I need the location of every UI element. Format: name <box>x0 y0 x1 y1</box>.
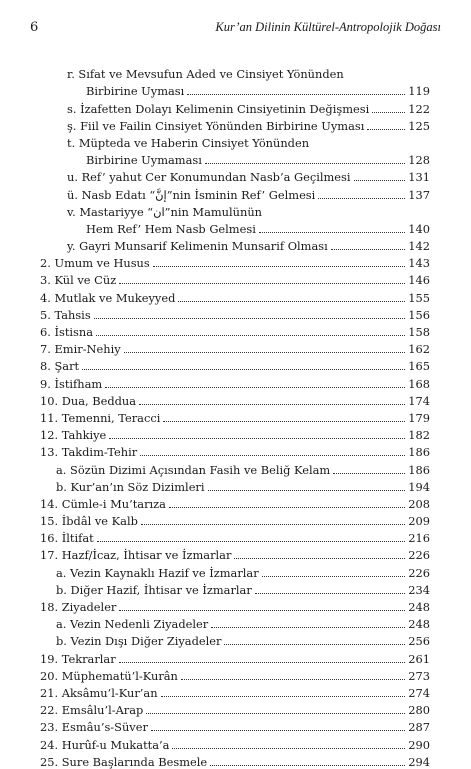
toc-page-number: 122 <box>408 101 430 116</box>
toc-entry-title: t. Müpteda ve Haberin Cinsiyet Yönünden <box>67 135 310 150</box>
toc-entry[interactable] <box>40 356 430 373</box>
toc-page-number: 256 <box>408 634 430 649</box>
toc-entry-title: s. İzafetten Dolayı Kelimenin Cinsiyetinin Değişmesi <box>67 101 370 116</box>
toc-entry-title: Hem Ref’ Hem Nasb Gelmesi <box>86 221 256 236</box>
toc-page-number: 274 <box>408 685 430 700</box>
toc-page-number: 186 <box>408 445 430 460</box>
toc-page-number: 208 <box>408 496 430 511</box>
toc-leader-dots <box>119 610 405 611</box>
toc-leader-dots <box>224 644 405 645</box>
toc-entry[interactable] <box>40 683 430 700</box>
toc-entry[interactable] <box>40 373 430 390</box>
toc-page-number: 226 <box>408 548 430 563</box>
toc-entry-title: 10. Dua, Beddua <box>40 393 137 408</box>
toc-entry-title: Birbirine Uyması <box>86 84 185 99</box>
toc-leader-dots <box>211 627 405 628</box>
toc-entry-title: 5. Tahsis <box>40 307 91 322</box>
toc-page-number: 186 <box>408 462 430 477</box>
toc-entry[interactable] <box>40 459 430 476</box>
table-of-contents <box>40 64 430 769</box>
toc-entry-title: 3. Kül ve Cüz <box>40 273 117 288</box>
toc-page-number: 248 <box>408 600 430 614</box>
toc-entry[interactable] <box>40 631 430 648</box>
toc-leader-dots <box>97 541 406 542</box>
toc-page-number: 261 <box>408 651 430 666</box>
toc-leader-dots <box>119 283 405 284</box>
toc-entry[interactable] <box>40 305 430 322</box>
toc-entry[interactable] <box>40 150 430 167</box>
toc-leader-dots <box>255 593 405 594</box>
toc-leader-dots <box>187 94 405 95</box>
toc-page-number: 125 <box>408 118 430 133</box>
toc-leader-dots <box>96 335 405 336</box>
toc-entry[interactable] <box>40 666 430 683</box>
toc-entry[interactable] <box>40 700 430 717</box>
toc-entry-title: r. Sıfat ve Mevsufun Aded ve Cinsiyet Yönünden <box>67 67 344 82</box>
running-title: Kur’an Dilinin Kültürel-Antropolojik Doğası <box>215 20 441 34</box>
toc-entry[interactable] <box>40 442 430 459</box>
toc-page-number: 294 <box>408 754 430 769</box>
toc-leader-dots <box>259 232 405 233</box>
toc-page-number: 158 <box>408 325 430 339</box>
toc-entry-title: 2. Umum ve Husus <box>40 256 150 271</box>
toc-entry[interactable] <box>40 236 430 253</box>
toc-entry[interactable] <box>40 752 430 769</box>
toc-leader-dots <box>318 198 405 199</box>
toc-leader-dots <box>331 249 405 250</box>
toc-entry[interactable] <box>40 184 430 201</box>
toc-entry-title: 23. Esmâu’s-Süver <box>40 720 148 735</box>
toc-entry[interactable] <box>40 477 430 494</box>
toc-leader-dots <box>262 576 406 577</box>
toc-page-number: 146 <box>408 273 430 288</box>
toc-entry-title: 21. Aksâmu’l-Kur’an <box>40 685 158 700</box>
toc-entry-title: 6. İstisna <box>40 325 94 339</box>
toc-page-number: 182 <box>408 428 430 443</box>
toc-entry[interactable] <box>40 116 430 133</box>
toc-entry-title: 12. Tahkiye <box>40 428 107 443</box>
toc-entry[interactable] <box>40 253 430 270</box>
toc-entry[interactable] <box>40 408 430 425</box>
toc-page-number: 119 <box>408 84 430 99</box>
toc-entry[interactable] <box>40 562 430 579</box>
toc-leader-dots <box>146 713 405 714</box>
page-number: 6 <box>30 20 39 35</box>
toc-leader-dots <box>333 473 405 474</box>
toc-entry-title: a. Vezin Nedenli Ziyadeler <box>56 617 209 632</box>
toc-entry[interactable] <box>40 425 430 442</box>
toc-entry[interactable] <box>40 494 430 511</box>
toc-entry-title: b. Vezin Dışı Diğer Ziyadeler <box>56 634 222 649</box>
toc-page-number: 248 <box>408 617 430 632</box>
toc-entry[interactable] <box>40 545 430 562</box>
toc-page-number: 168 <box>408 376 430 391</box>
toc-page-number: 143 <box>408 256 430 271</box>
toc-page-number: 234 <box>408 582 430 597</box>
toc-entry[interactable] <box>40 81 430 98</box>
toc-page-number: 287 <box>408 720 430 735</box>
toc-page-number: 162 <box>408 342 430 357</box>
toc-entry-title: b. Diğer Hazif, İhtisar ve İzmarlar <box>56 582 252 597</box>
toc-page-number: 194 <box>408 479 430 494</box>
toc-page-number: 290 <box>408 737 430 752</box>
toc-entry-title: Birbirine Uymaması <box>86 153 202 168</box>
toc-entry-title: 22. Emsâlu’l-Arap <box>40 703 144 718</box>
toc-page-number: 209 <box>408 514 430 529</box>
toc-page-number: 179 <box>408 410 430 425</box>
toc-page-number: 226 <box>408 565 430 580</box>
toc-entry[interactable] <box>40 597 430 614</box>
toc-leader-dots <box>178 301 405 302</box>
toc-leader-dots <box>124 352 406 353</box>
toc-page-number: 174 <box>408 393 430 408</box>
toc-page-number: 273 <box>408 668 430 683</box>
toc-entry-title: 4. Mutlak ve Mukeyyed <box>40 290 176 305</box>
toc-leader-dots <box>153 266 406 267</box>
toc-entry-title: 25. Sure Başlarında Besmele <box>40 754 208 769</box>
toc-entry-title: a. Sözün Dizimi Açısından Fasih ve Beliğ Kelam <box>56 462 331 477</box>
toc-entry-title: 24. Hurûf-u Mukatta’a <box>40 737 170 752</box>
toc-entry-title: 15. İbdâl ve Kalb <box>40 514 138 529</box>
toc-page-number: 128 <box>408 153 430 168</box>
toc-entry[interactable] <box>40 167 430 184</box>
toc-entry-title: 17. Hazf/İcaz, İhtisar ve İzmarlar <box>40 548 232 563</box>
toc-entry[interactable] <box>40 98 430 115</box>
toc-entry[interactable] <box>40 219 430 236</box>
toc-entry-title: ş. Fiil ve Failin Cinsiyet Yönünden Birbirine Uyması <box>67 118 365 133</box>
toc-entry[interactable] <box>40 133 430 150</box>
toc-leader-dots <box>119 662 406 663</box>
toc-entry-title: 18. Ziyadeler <box>40 600 117 614</box>
toc-entry[interactable] <box>40 580 430 597</box>
toc-entry[interactable] <box>40 64 430 81</box>
toc-entry-title: y. Gayri Munsarif Kelimenin Munsarif Olması <box>67 239 328 254</box>
toc-entry[interactable] <box>40 202 430 219</box>
toc-page-number: 156 <box>408 307 430 322</box>
toc-leader-dots <box>354 180 406 181</box>
toc-leader-dots <box>140 455 405 456</box>
toc-leader-dots <box>151 730 405 731</box>
toc-entry[interactable] <box>40 734 430 751</box>
toc-page-number: 140 <box>408 221 430 236</box>
page-header <box>30 20 441 38</box>
toc-entry[interactable] <box>40 528 430 545</box>
toc-entry[interactable] <box>40 339 430 356</box>
toc-leader-dots <box>141 524 405 525</box>
toc-entry-title: 16. İltifat <box>40 531 94 546</box>
toc-page-number: 131 <box>408 170 430 185</box>
toc-leader-dots <box>105 387 405 388</box>
toc-entry-title: 11. Temenni, Teracci <box>40 410 161 425</box>
toc-leader-dots <box>109 438 405 439</box>
toc-leader-dots <box>172 748 405 749</box>
toc-entry[interactable] <box>40 391 430 408</box>
toc-page-number: 165 <box>408 359 430 374</box>
toc-entry-title: 8. Şart <box>40 359 80 374</box>
toc-leader-dots <box>210 765 405 766</box>
toc-entry[interactable] <box>40 322 430 339</box>
toc-leader-dots <box>163 421 405 422</box>
toc-entry[interactable] <box>40 648 430 665</box>
toc-entry-title: ü. Nasb Edatı “إنَّ”nin İsminin Ref’ Gelmesi <box>67 187 316 202</box>
toc-leader-dots <box>169 507 405 508</box>
toc-page-number: 137 <box>408 187 430 202</box>
toc-leader-dots <box>372 112 405 113</box>
toc-entry-title: 14. Cümle-i Mu’tarıza <box>40 496 166 511</box>
toc-entry-title: b. Kur’an’ın Söz Dizimleri <box>56 479 205 494</box>
toc-entry[interactable] <box>40 511 430 528</box>
toc-entry-title: 13. Takdim-Tehir <box>40 445 138 460</box>
toc-entry[interactable] <box>40 614 430 631</box>
toc-leader-dots <box>205 163 405 164</box>
toc-page-number: 280 <box>408 703 430 718</box>
toc-page-number: 142 <box>408 239 430 254</box>
toc-entry-title: a. Vezin Kaynaklı Hazif ve İzmarlar <box>56 565 259 580</box>
toc-leader-dots <box>161 696 406 697</box>
toc-entry[interactable] <box>40 717 430 734</box>
toc-leader-dots <box>367 129 405 130</box>
toc-entry[interactable] <box>40 270 430 287</box>
toc-leader-dots <box>181 679 405 680</box>
toc-entry-title: 9. İstifham <box>40 376 103 391</box>
toc-entry-title: u. Ref’ yahut Cer Konumundan Nasb’a Geçilmesi <box>67 170 351 185</box>
toc-page-number: 216 <box>408 531 430 546</box>
toc-entry-title: v. Mastariyye “ان”nin Mamulünün <box>67 204 263 219</box>
toc-leader-dots <box>234 558 405 559</box>
toc-leader-dots <box>82 369 405 370</box>
toc-page-number: 155 <box>408 290 430 305</box>
toc-leader-dots <box>208 490 406 491</box>
toc-entry-title: 19. Tekrarlar <box>40 651 116 666</box>
toc-leader-dots <box>94 318 406 319</box>
toc-entry-title: 20. Müphematü’l-Kurân <box>40 668 178 683</box>
toc-entry[interactable] <box>40 287 430 304</box>
toc-leader-dots <box>139 404 405 405</box>
toc-entry-title: 7. Emir-Nehiy <box>40 342 121 357</box>
